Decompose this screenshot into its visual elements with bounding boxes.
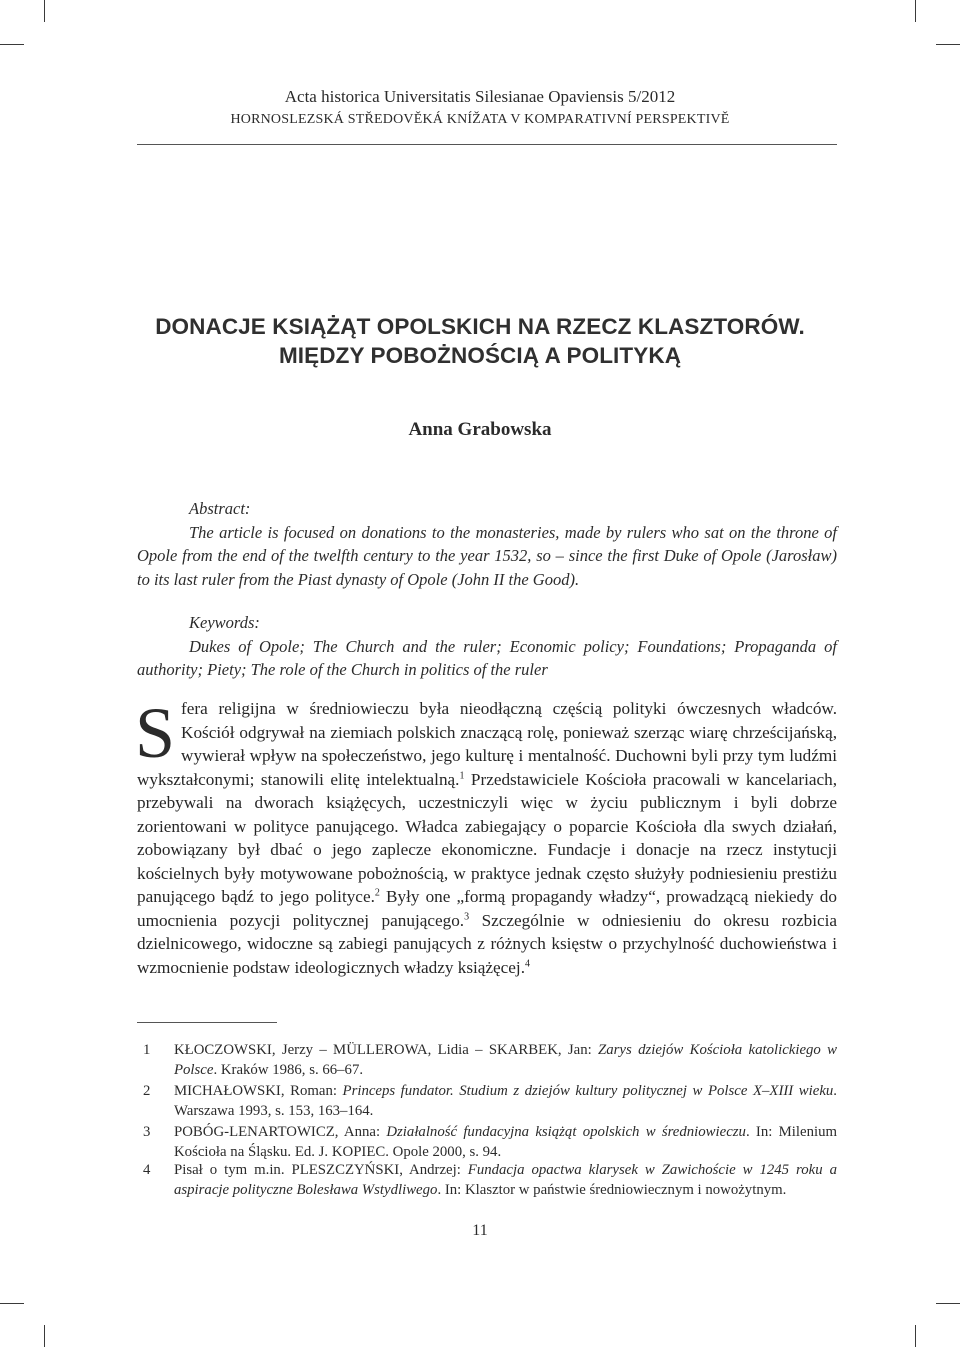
footnote-number: 1 (143, 1042, 151, 1058)
crop-mark (0, 44, 24, 45)
footnote-author: KŁOCZOWSKI, Jerzy – MÜLLEROWA, Lidia – SKARBEK, Jan: (174, 1042, 599, 1058)
footnote (137, 1122, 837, 1162)
abstract-label: Abstract: (189, 499, 251, 518)
footnote-author: Pisał o tym m.in. PLESZCZYŃSKI, Andrzej: (174, 1162, 468, 1178)
footnote-details: . In: Milenium Kościoła na Śląsku. Ed. J. KOPIEC. Opole 2000, s. 94. (174, 1124, 837, 1160)
journal-header: Acta historica Universitatis Silesianae Opaviensis 5/2012 (284, 87, 676, 106)
drop-cap: S (135, 693, 176, 773)
abstract-text: The article is focused on donations to the monasteries, made by rulers who sat on the throne of Opole from the end of the twelfth century to the year 1532, so – since the first Duke of Opole (Jarosław) to its last ruler from the Piast dynasty of Opole (John II the Good). (137, 522, 837, 589)
footnote-number: 2 (143, 1083, 151, 1099)
crop-mark (44, 1325, 45, 1347)
footnote-author: POBÓG-LENARTOWICZ, Anna: (174, 1124, 387, 1140)
body-text-1: fera religijna w średniowieczu była nieodłączną częścią polityki ówczesnych władców. Kościół odgrywał na ziemiach polskich znaczącą rolę, ponieważ szerząc wiarę chrześcijańską, wywierał wpływ na społeczeństwo, jego kulturę i mentalność. Duchowni byli przy tym ludźmi wykształconymi; stanowili elitę intelektualną. (137, 699, 837, 789)
footnote-work-title: Fundacja opactwa klarysek w Zawichoście w 1245 roku a aspiracje polityczne Bolesława Wstydliwego (174, 1162, 837, 1198)
footnote-number: 4 (143, 1162, 151, 1178)
crop-mark (44, 0, 45, 22)
footnote-details: . In: Klasztor w państwie średniowiecznym i nowożytnym. (437, 1182, 787, 1198)
title-line-2: MIĘDZY POBOŻNOŚCIĄ A POLITYKĄ (278, 343, 682, 368)
footnote-details: . Kraków 1986, s. 66–67. (213, 1062, 364, 1078)
footnote-details: . Warszawa 1993, s. 153, 163–164. (174, 1083, 837, 1119)
footnote-author: MICHAŁOWSKI, Roman: (174, 1083, 343, 1099)
footnote-ref-3[interactable]: 3 (464, 910, 470, 922)
body-text-2: Przedstawiciele Kościoła pracowali w kancelariach, przebywali na dworach książęcych, uczestniczyli więc w życiu publicznym i byli dobrze zorientowani w polityce panującego. Władca zabiegający o poparcie Kościoła dla swych działań, zobowiązany był dbać o jego zaplecze ekonomiczne. Fundacje i donacje na rzecz instytucji kościelnych były motywowane pobożnością, w praktyce jednak często służyły podniesieniu prestiżu panującego bądź to jego polityce. (137, 769, 837, 906)
footnote-ref-1[interactable]: 1 (459, 769, 465, 781)
footnote-work-title: Zarys dziejów Kościoła katolickiego w Polsce (174, 1042, 837, 1078)
footnote (137, 1081, 837, 1121)
crop-mark (936, 1303, 960, 1304)
footnote-number: 3 (143, 1124, 151, 1140)
author-name: Anna Grabowska (408, 419, 552, 440)
header-rule (137, 144, 837, 145)
footnote-work-title: Princeps fundator. Studium z dziejów kultury politycznej w Polsce X–XIII wieku (342, 1083, 834, 1099)
keywords-label: Keywords: (189, 613, 260, 632)
abstract (137, 497, 837, 591)
crop-mark (0, 1303, 24, 1304)
crop-mark (915, 1325, 916, 1347)
footnote-work-title: Działalność fundacyjna książąt opolskich w średniowieczu (386, 1124, 746, 1140)
journal-subtitle: HORNOSLEZSKÁ STŘEDOVĚKÁ KNÍŽATA V KOMPARATIVNÍ PERSPEKTIVĚ (230, 112, 730, 127)
body-paragraph (135, 693, 837, 979)
footnote-rule (137, 1022, 277, 1023)
footnote-text (174, 1122, 837, 1162)
crop-mark (915, 0, 916, 22)
footnote-ref-2[interactable]: 2 (374, 887, 380, 899)
body-text-4: Szczególnie w odniesieniu do okresu rozbicia dzielnicowego, widoczne są zabiegi panujących z różnych księstw o przychylność duchowieństwa i wzmocnienie podstaw ideologicznych władzy książęcej. (137, 910, 837, 977)
keywords (137, 611, 837, 682)
footnote (137, 1040, 837, 1080)
footnote (137, 1160, 837, 1200)
crop-mark (936, 44, 960, 45)
footnote-text (174, 1081, 837, 1121)
keywords-text: Dukes of Opole; The Church and the ruler; Economic policy; Foundations; Propaganda of authority; Piety; The role of the Church in politics of the ruler (137, 636, 837, 680)
footnote-text (174, 1160, 837, 1200)
footnote-text (174, 1040, 837, 1080)
footnote-ref-4[interactable]: 4 (525, 957, 531, 969)
title-line-1: DONACJE KSIĄŻĄT OPOLSKICH NA RZECZ KLASZTORÓW. (155, 314, 805, 339)
article-title (0, 312, 960, 370)
page-number: 11 (472, 1222, 488, 1239)
body-text-3: Były one „formą propagandy władzy“, prowadzącą niekiedy do umocnienia pozycji politycznej panującego. (137, 887, 837, 930)
